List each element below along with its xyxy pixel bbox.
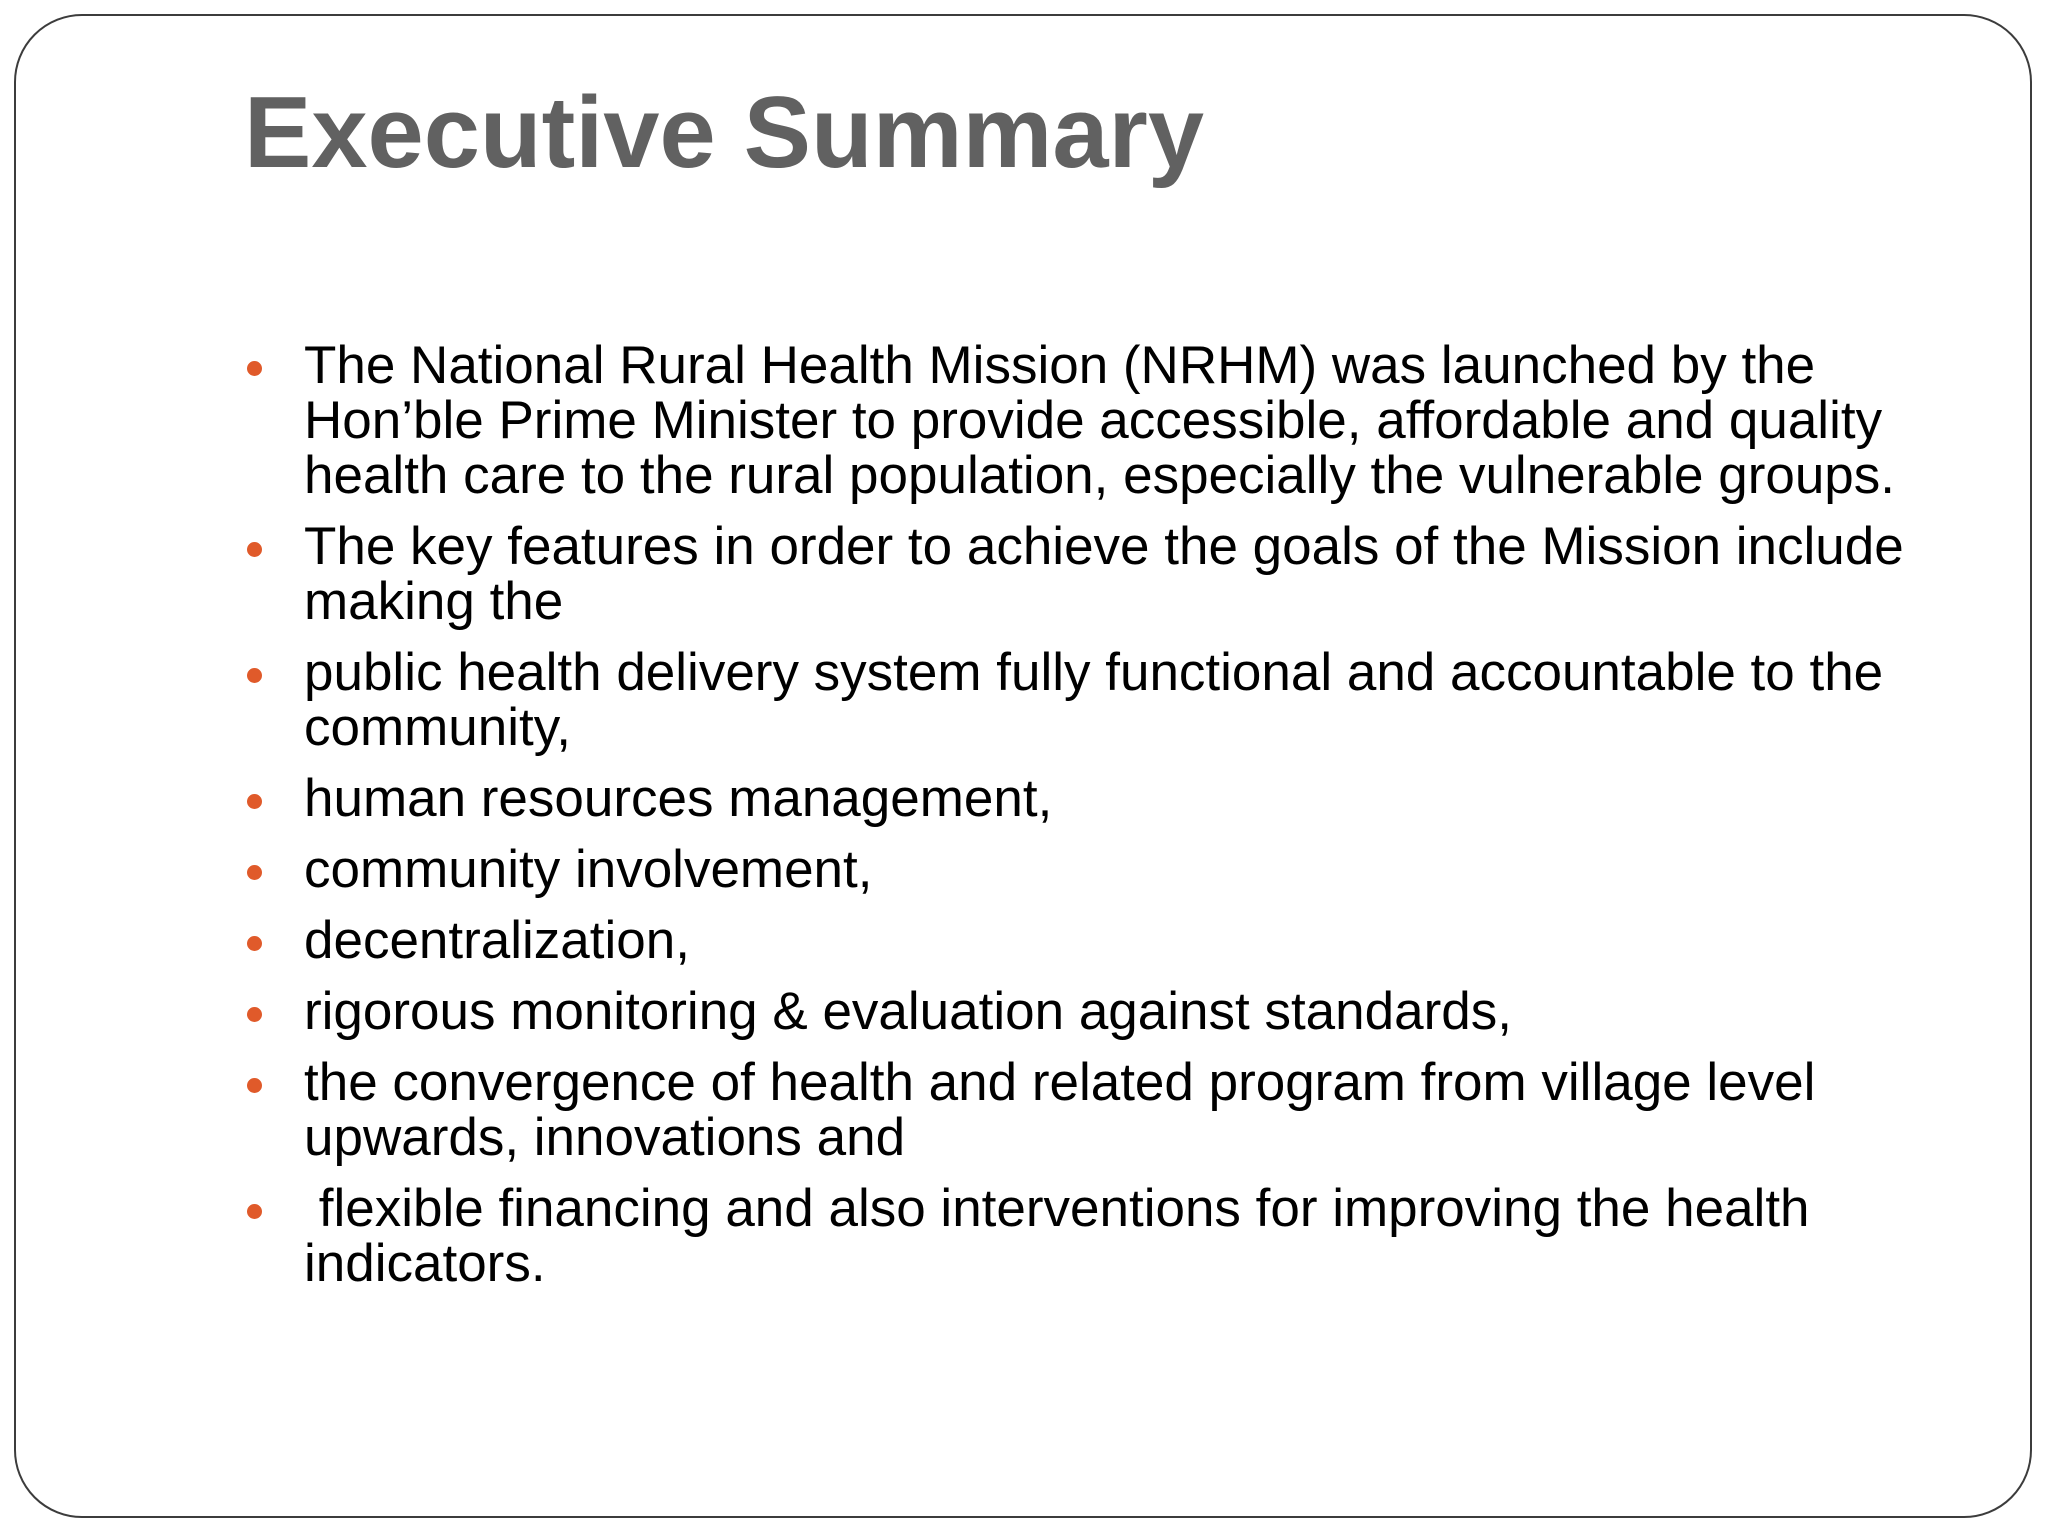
bullet-dot-icon: [247, 1204, 262, 1219]
bullet-dot-icon: [247, 361, 262, 376]
bullet-text: human resources management,: [304, 769, 1053, 828]
bullet-dot-icon: [247, 794, 262, 809]
bullet-text: decentralization,: [304, 911, 690, 970]
bullet-item: [244, 1181, 1944, 1291]
bullet-text: public health delivery system fully functional and accountable to the community,: [304, 643, 1898, 757]
bullet-text: the convergence of health and related program from village level upwards, innovations and: [304, 1053, 1831, 1167]
bullet-item: [244, 338, 1944, 503]
bullet-text: community involvement,: [304, 840, 873, 899]
bullet-item: [244, 519, 1944, 629]
slide-frame: [14, 14, 2032, 1518]
bullet-dot-icon: [247, 668, 262, 683]
bullet-text: The National Rural Health Mission (NRHM) was launched by the Hon’ble Prime Minister to provide accessible, affordable and quality health care to the rural population, especially the vulnerable groups.: [304, 336, 1897, 505]
bullet-item: [244, 771, 1944, 826]
bullet-item: [244, 842, 1944, 897]
bullet-dot-icon: [247, 1007, 262, 1022]
bullet-text: rigorous monitoring & evaluation against standards,: [304, 982, 1512, 1041]
bullet-dot-icon: [247, 542, 262, 557]
bullet-item: [244, 913, 1944, 968]
bullet-item: [244, 645, 1944, 755]
bullet-item: [244, 1055, 1944, 1165]
bullet-list: [244, 338, 1944, 1307]
bullet-item: [244, 984, 1944, 1039]
bullet-text: flexible financing and also interventions for improving the health indicators.: [304, 1179, 1825, 1293]
bullet-text: The key features in order to achieve the goals of the Mission include making the: [304, 517, 1919, 631]
bullet-dot-icon: [247, 936, 262, 951]
bullet-dot-icon: [247, 1078, 262, 1093]
slide-title: Executive Summary: [244, 77, 1204, 189]
bullet-dot-icon: [247, 865, 262, 880]
